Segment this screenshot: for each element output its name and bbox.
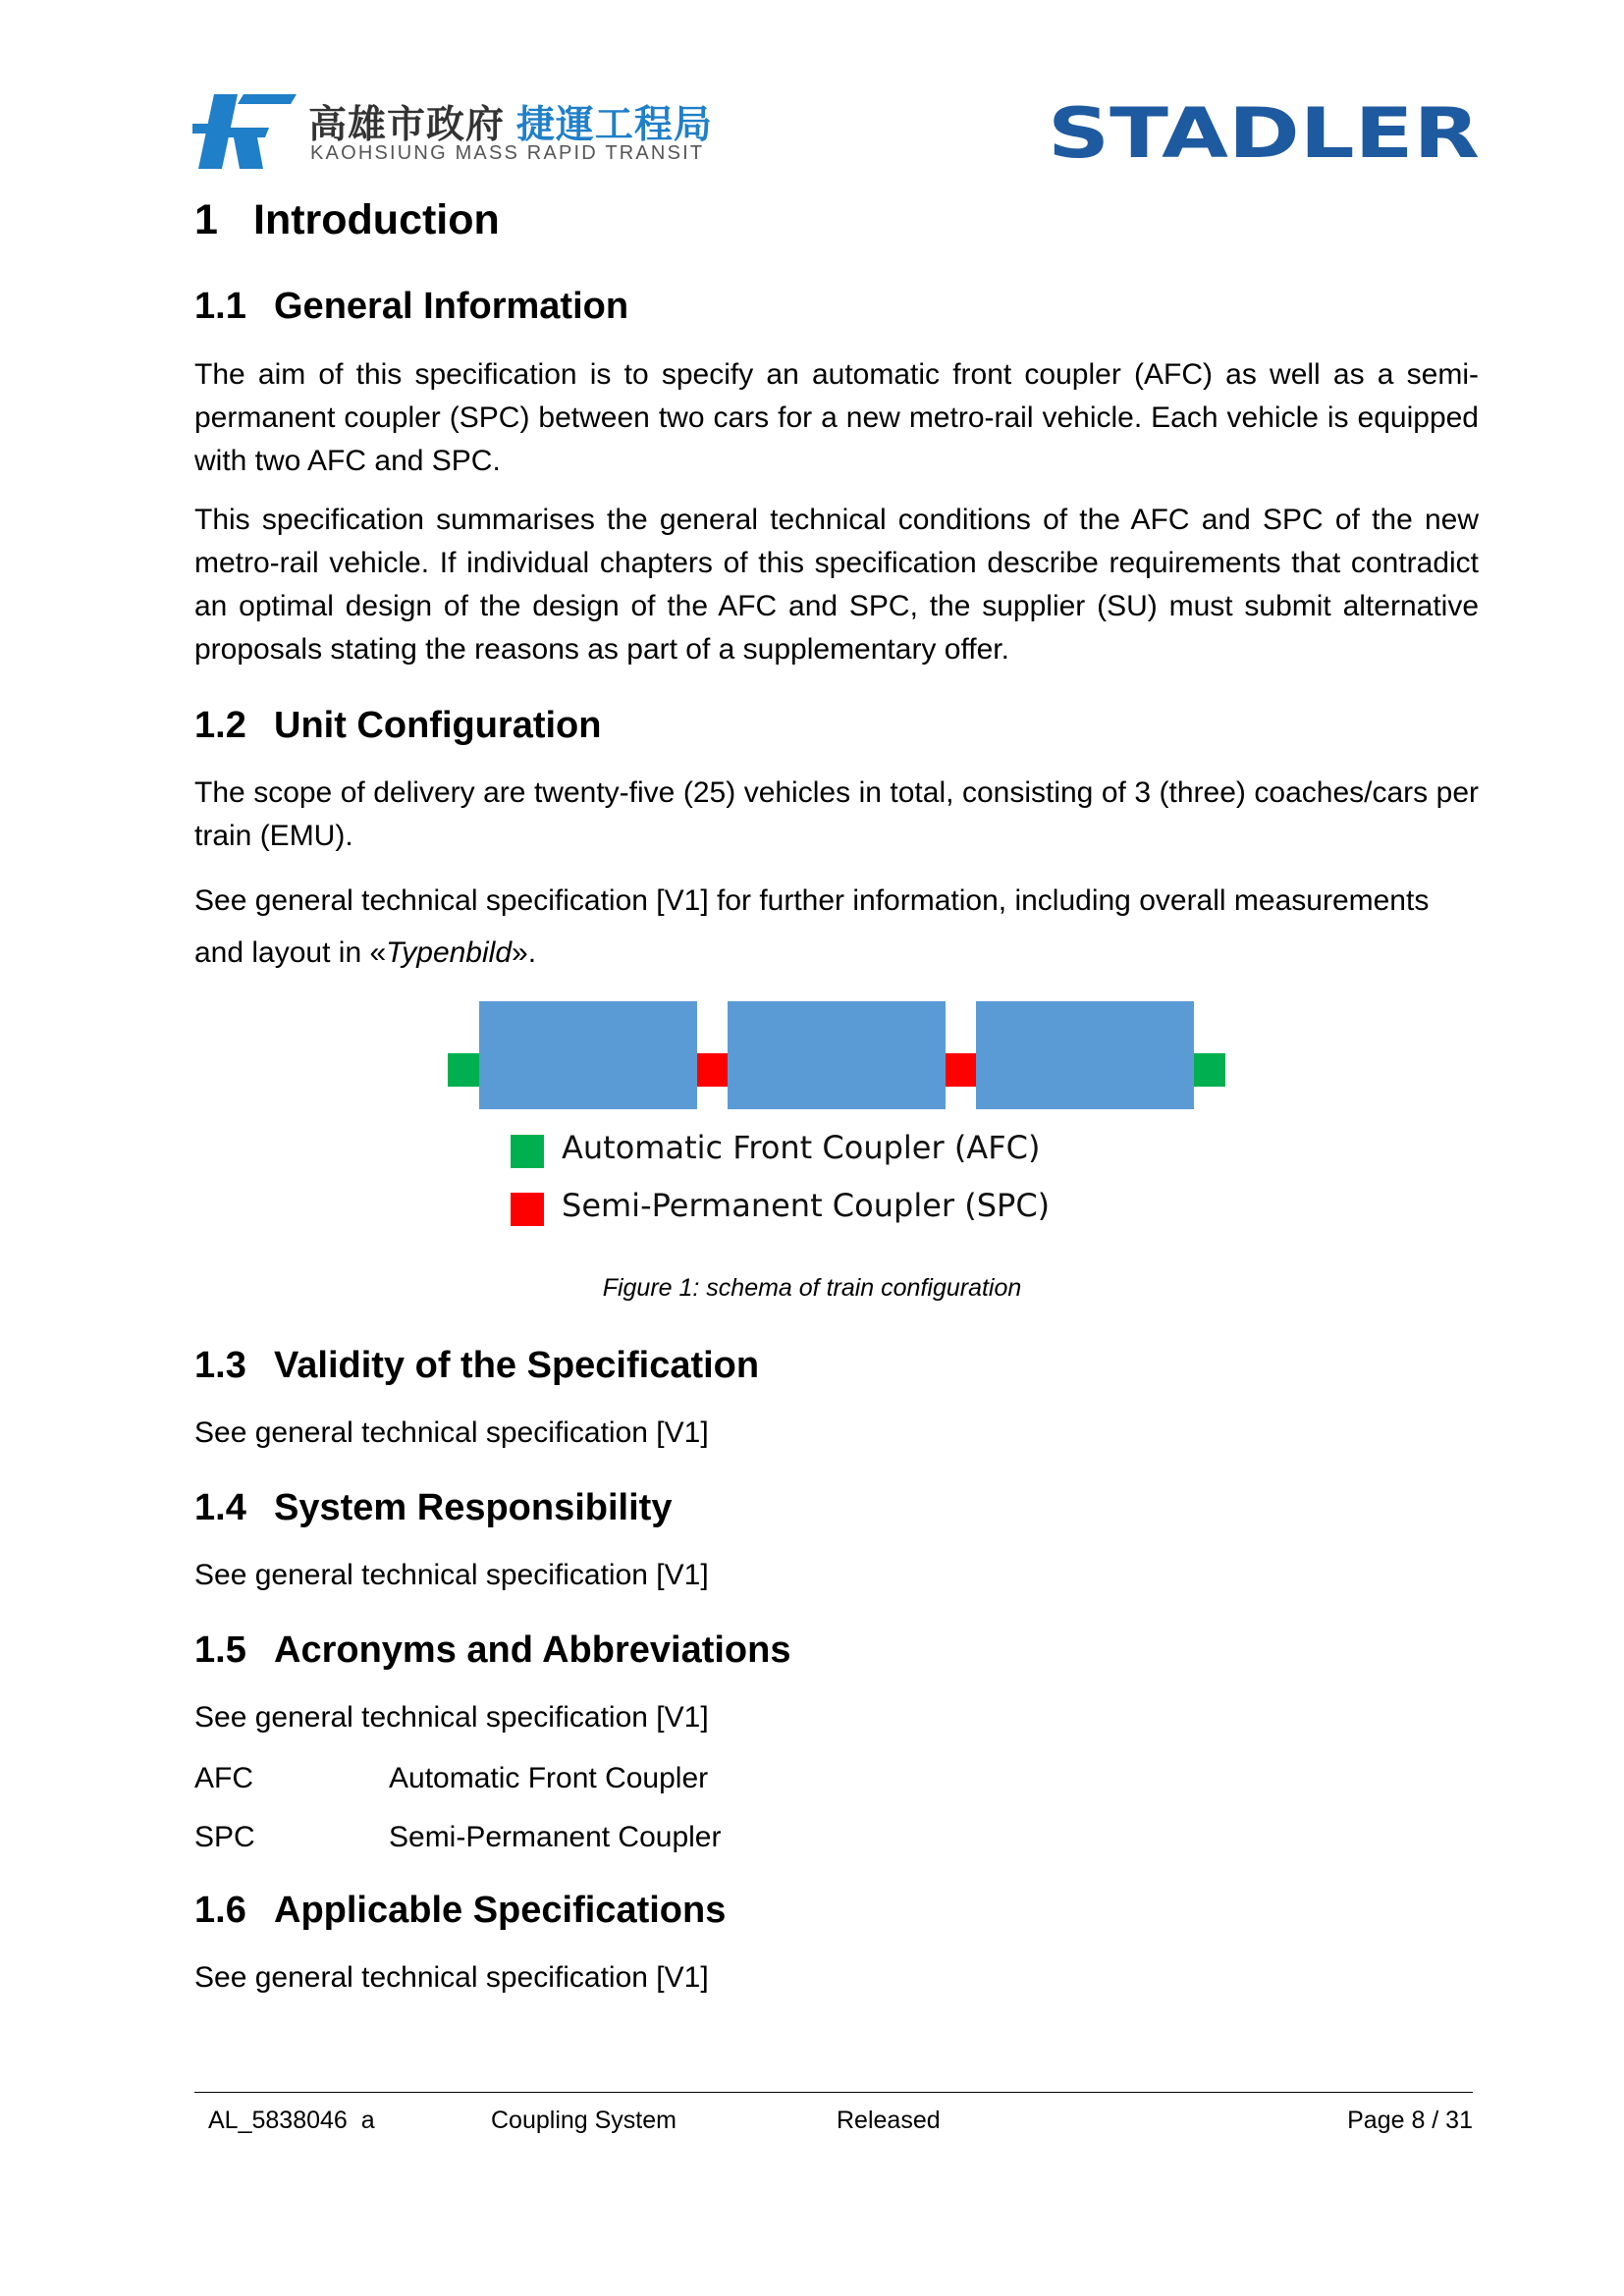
abbreviation-meaning: Semi-Permanent Coupler <box>389 1821 722 1853</box>
figure-caption: Figure 1: schema of train configuration <box>602 1274 1022 1302</box>
footer-title: Coupling System <box>491 2107 677 2134</box>
kmrt-logo-english: KAOHSIUNG MASS RAPID TRANSIT <box>310 142 705 164</box>
section-heading-1-2: 1.2 Unit Configuration <box>194 705 602 746</box>
kmrt-logo-chinese: 高雄市政府 捷運工程局 <box>308 104 713 146</box>
footer-doc-id: AL_5838046 a <box>208 2107 375 2134</box>
typenbild-term: Typenbild <box>386 936 513 969</box>
car-2 <box>728 1001 946 1109</box>
train-configuration-diagram <box>442 991 1227 1247</box>
stadler-logo <box>1047 102 1481 163</box>
section-heading-1-3: 1.3 Validity of the Specification <box>194 1345 760 1386</box>
footer-page-number: Page 8 / 31 <box>1347 2107 1473 2134</box>
spc-coupler-2 <box>946 1053 976 1087</box>
legend-spc-swatch <box>511 1193 544 1226</box>
paragraph: See general technical specification [V1] <box>194 1559 709 1591</box>
car-3 <box>976 1001 1194 1109</box>
paragraph: The scope of delivery are twenty-five (25) vehicles in total, consisting of 3 (three) coaches/cars per train (EMU). <box>194 776 1479 852</box>
paragraph: The aim of this specification is to specify an automatic front coupler (AFC) as well as a semi-permanent coupler (SPC) between two cars for a new metro-rail vehicle. Each vehicle is equipped with two AFC and SPC. <box>194 358 1479 477</box>
spc-coupler-1 <box>697 1053 728 1087</box>
kmrt-logo <box>192 94 713 173</box>
afc-coupler-rear <box>1194 1053 1225 1087</box>
paragraph: See general technical specification [V1] for further information, including overall measurements and layout in «Typenbild». <box>194 884 1430 969</box>
section-heading-1-6: 1.6 Applicable Specifications <box>194 1890 727 1931</box>
abbreviation-row <box>194 1821 721 1854</box>
abbreviation-term: AFC <box>194 1762 253 1794</box>
legend-afc-label: Automatic Front Coupler (AFC) <box>562 1129 1041 1166</box>
paragraph: See general technical specification [V1] <box>194 1416 709 1449</box>
chapter-heading: 1 Introduction <box>194 196 500 243</box>
legend-spc-label: Semi-Permanent Coupler (SPC) <box>562 1187 1051 1224</box>
footer-divider <box>194 2092 1473 2093</box>
section-heading-1-1: 1.1 General Information <box>194 286 629 327</box>
abbreviation-term: SPC <box>194 1821 255 1853</box>
kmrt-mark-icon <box>192 94 297 169</box>
train-schema <box>442 991 1227 1109</box>
afc-coupler-front <box>448 1053 479 1087</box>
svg-text:STADLER: STADLER <box>1048 102 1480 163</box>
section-heading-1-4: 1.4 System Responsibility <box>194 1487 673 1528</box>
footer-status: Released <box>837 2107 941 2134</box>
paragraph: See general technical specification [V1] <box>194 1701 709 1734</box>
paragraph: This specification summarises the general technical conditions of the AFC and SPC of the new metro-rail vehicle. If individual chapters of this specification describe requirements that contradict an optimal design of the design of the AFC and SPC, the supplier (SU) must submit alternative proposals stating the reasons as part of a supplementary offer. <box>194 504 1479 666</box>
legend-afc-swatch <box>511 1135 544 1168</box>
car-1 <box>479 1001 697 1109</box>
abbreviation-row <box>194 1762 708 1795</box>
abbreviation-meaning: Automatic Front Coupler <box>389 1762 709 1794</box>
paragraph: See general technical specification [V1] <box>194 1961 709 1994</box>
section-heading-1-5: 1.5 Acronyms and Abbreviations <box>194 1629 791 1671</box>
